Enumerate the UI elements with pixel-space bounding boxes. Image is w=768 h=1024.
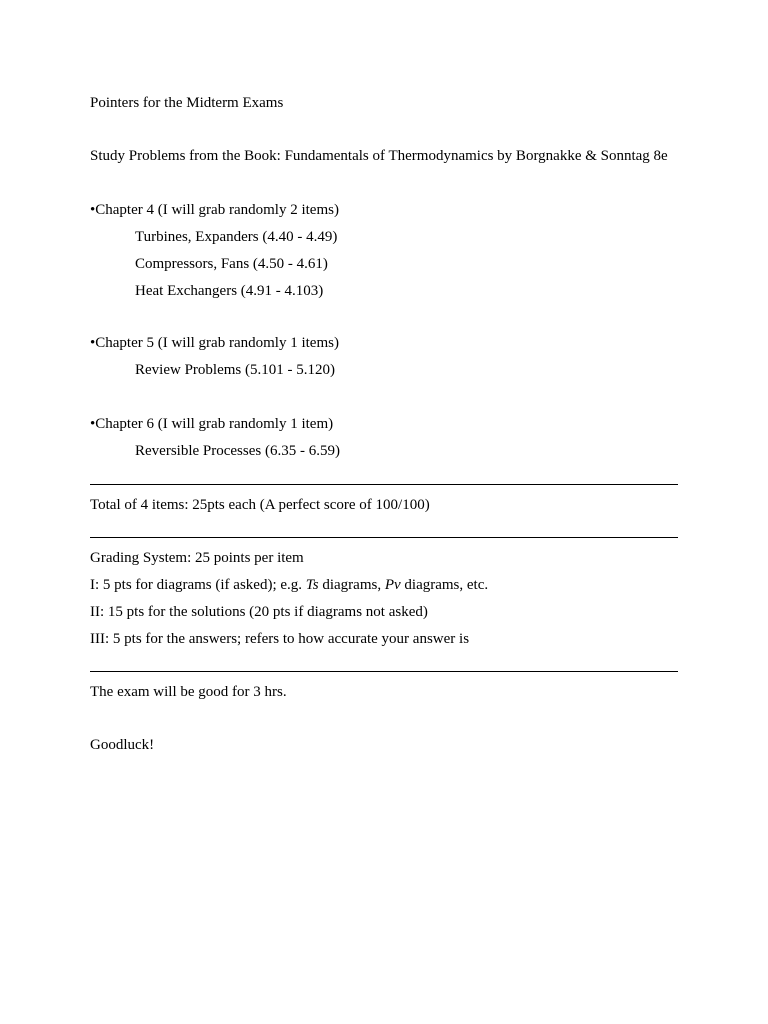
grading-heading: Grading System: 25 points per item — [90, 550, 304, 566]
ts-diagram-term: Ts — [305, 577, 319, 593]
chapter-4-heading: •Chapter 4 (I will grab randomly 2 items) — [90, 202, 339, 218]
divider — [90, 484, 678, 485]
grading-item-2: II: 15 pts for the solutions (20 pts if diagrams not asked) — [90, 604, 428, 620]
divider — [90, 537, 678, 538]
chapter-5-heading: •Chapter 5 (I will grab randomly 1 items) — [90, 335, 339, 351]
study-reference: Study Problems from the Book: Fundamentals of Thermodynamics by Borgnakke & Sonntag 8e — [90, 148, 668, 164]
chapter-4-item: Turbines, Expanders (4.40 - 4.49) — [135, 229, 338, 245]
total-items-line: Total of 4 items: 25pts each (A perfect score of 100/100) — [90, 497, 430, 513]
grading-item-1-prefix: I: 5 pts for diagrams (if asked); e.g. — [90, 577, 306, 593]
grading-item-1-suffix: diagrams, etc. — [400, 577, 489, 593]
chapter-6-item: Reversible Processes (6.35 - 6.59) — [135, 443, 340, 459]
chapter-4-item: Compressors, Fans (4.50 - 4.61) — [135, 256, 328, 272]
divider — [90, 671, 678, 672]
grading-item-1 — [90, 576, 488, 594]
chapter-4-item: Heat Exchangers (4.91 - 4.103) — [135, 283, 324, 299]
grading-item-3: III: 5 pts for the answers; refers to how accurate your answer is — [90, 631, 470, 647]
exam-duration: The exam will be good for 3 hrs. — [90, 684, 287, 700]
chapter-6-heading: •Chapter 6 (I will grab randomly 1 item) — [90, 416, 334, 432]
pv-diagram-term: Pv — [384, 577, 401, 593]
chapter-5-item: Review Problems (5.101 - 5.120) — [135, 362, 335, 378]
grading-item-1-mid: diagrams, — [318, 577, 385, 593]
document-title: Pointers for the Midterm Exams — [90, 95, 284, 111]
closing-remark: Goodluck! — [90, 737, 155, 753]
